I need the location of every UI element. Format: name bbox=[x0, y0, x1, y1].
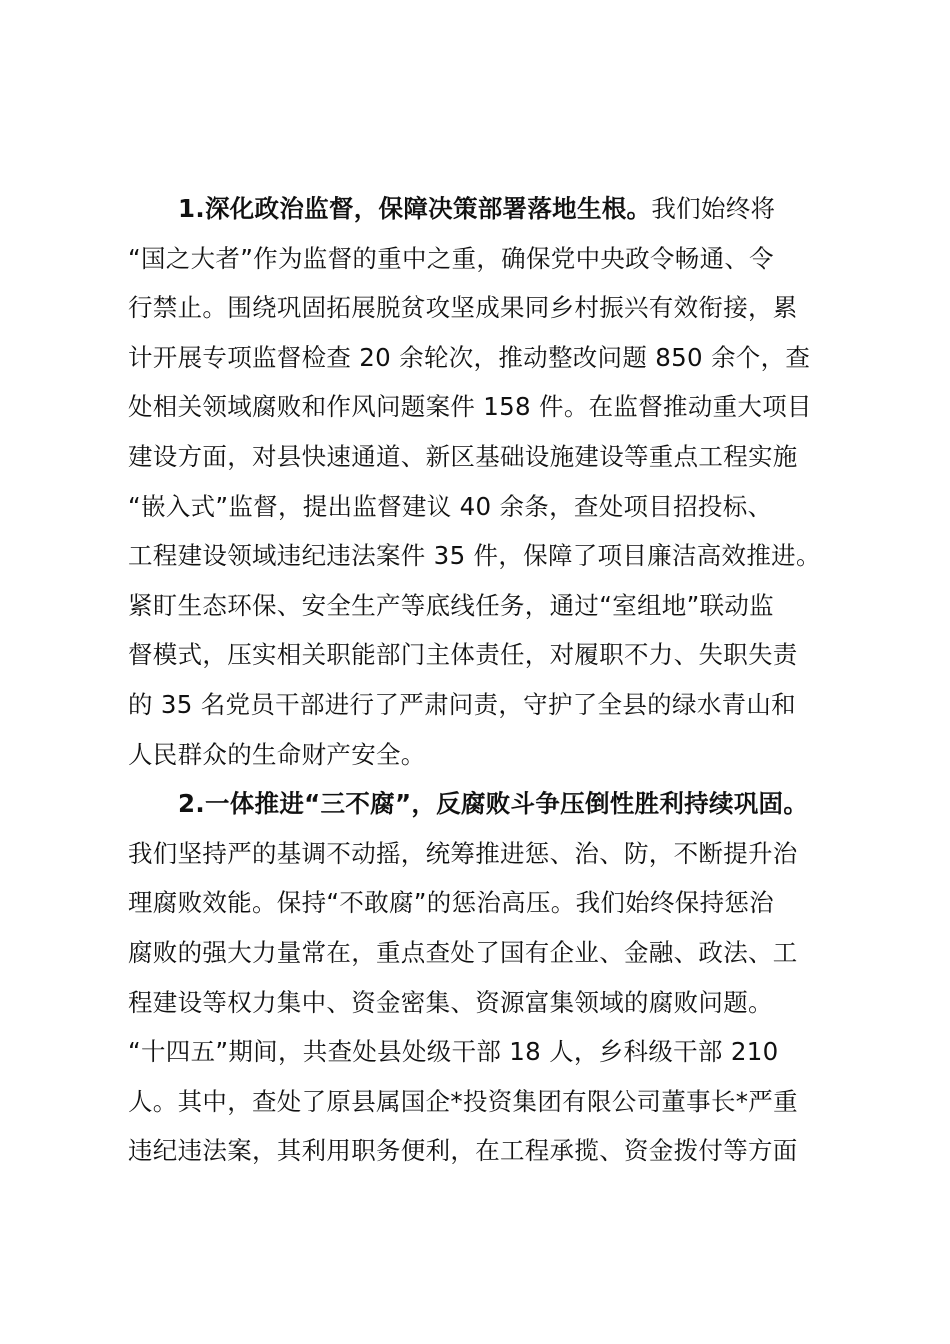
paragraph-line: 腐败的强大力量常在，重点查处了国有企业、金融、政法、工 bbox=[128, 937, 798, 967]
paragraph-line: 建设方面，对县快速通道、新区基础设施建设等重点工程实施 bbox=[128, 441, 798, 471]
paragraph-line: 工程建设领域违纪违法案件 35 件，保障了项目廉洁高效推进。 bbox=[128, 541, 821, 571]
paragraph-line: 行禁止。围绕巩固拓展脱贫攻坚成果同乡村振兴有效衔接，累 bbox=[128, 293, 798, 323]
paragraph-line: 督模式，压实相关职能部门主体责任，对履职不力、失职失责 bbox=[128, 640, 798, 670]
paragraph-line: “嵌入式”监督，提出监督建议 40 余条，查处项目招投标、 bbox=[128, 491, 773, 521]
paragraph-line: 我们坚持严的基调不动摇，统筹推进惩、治、防，不断提升治 bbox=[128, 838, 798, 868]
paragraph-line: 人。其中，查处了原县属国企*投资集团有限公司董事长*严重 bbox=[128, 1086, 798, 1116]
paragraph-line: 计开展专项监督检查 20 余轮次，推动整改问题 850 余个，查 bbox=[128, 342, 811, 372]
paragraph-line: 紧盯生态环保、安全生产等底线任务，通过“室组地”联动监 bbox=[128, 590, 774, 620]
section-2-heading: 2.一体推进“三不腐”，反腐败斗争压倒性胜利持续巩固。 bbox=[178, 789, 809, 819]
paragraph-line: “十四五”期间，共查处县处级干部 18 人，乡科级干部 210 bbox=[128, 1037, 779, 1067]
paragraph-line: 处相关领域腐败和作风问题案件 158 件。在监督推动重大项目 bbox=[128, 392, 812, 422]
paragraph-1-first-line bbox=[128, 184, 836, 234]
paragraph-line: 的 35 名党员干部进行了严肃问责，守护了全县的绿水青山和 bbox=[128, 689, 796, 719]
paragraph-text: 我们始终将 bbox=[651, 194, 776, 223]
paragraph-line: 违纪违法案，其利用职务便利，在工程承揽、资金拨付等方面 bbox=[128, 1136, 798, 1166]
section-1-heading: 1.深化政治监督，保障决策部署落地生根。 bbox=[178, 194, 652, 223]
paragraph-line: 人民群众的生命财产安全。 bbox=[128, 739, 426, 769]
paragraph-line: “国之大者”作为监督的重中之重，确保党中央政令畅通、令 bbox=[128, 243, 774, 273]
body-text bbox=[128, 184, 836, 1176]
paragraph-line: 程建设等权力集中、资金密集、资源富集领域的腐败问题。 bbox=[128, 987, 773, 1017]
paragraph-line: 理腐败效能。保持“不敢腐”的惩治高压。我们始终保持惩治 bbox=[128, 888, 774, 918]
